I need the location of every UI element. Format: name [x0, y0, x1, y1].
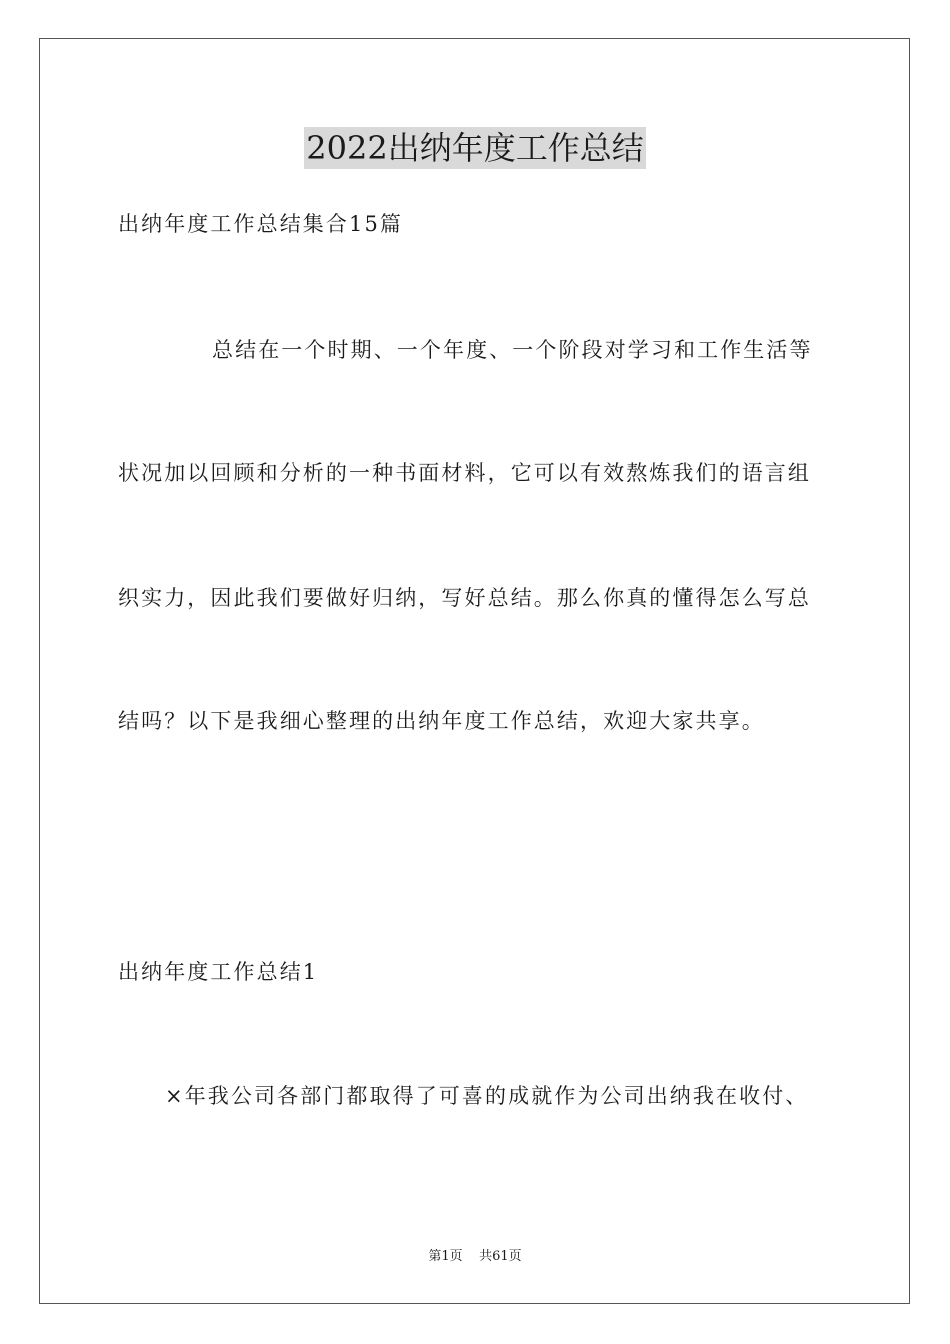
title-container — [0, 127, 950, 169]
page-number: 第1页 — [428, 1249, 463, 1264]
intro-paragraph-line-4: 结吗？以下是我细心整理的出纳年度工作总结，欢迎大家共享。 — [118, 709, 765, 733]
intro-paragraph-line-1: 总结在一个时期、一个年度、一个阶段对学习和工作生活等 — [212, 338, 813, 362]
page-total: 共61页 — [479, 1249, 522, 1264]
intro-paragraph-line-2: 状况加以回顾和分析的一种书面材料，它可以有效熬炼我们的语言组 — [118, 461, 811, 485]
document-title: 2022出纳年度工作总结 — [306, 129, 644, 167]
page-footer — [0, 1248, 950, 1266]
document-subtitle: 出纳年度工作总结集合15篇 — [118, 212, 404, 236]
section-heading: 出纳年度工作总结1 — [118, 960, 319, 984]
section-paragraph-line-1: ×年我公司各部门都取得了可喜的成就作为公司出纳我在收付、 — [165, 1084, 809, 1108]
intro-paragraph-line-3: 织实力，因此我们要做好归纳，写好总结。那么你真的懂得怎么写总 — [118, 586, 811, 610]
